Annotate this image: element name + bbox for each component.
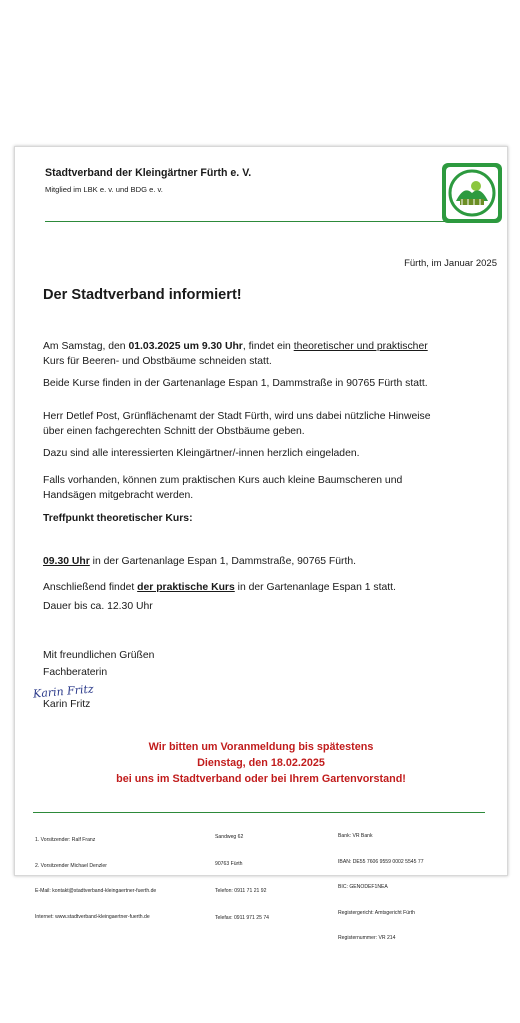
text: Falls vorhanden, können zum praktischen Kurs auch kleine Baumscheren und [43, 475, 403, 486]
footer-text: 90763 Fürth [215, 861, 243, 867]
paragraph-course-announcement [43, 339, 495, 369]
duration: Dauer bis ca. 12.30 Uhr [43, 601, 153, 612]
signer-role: Fachberaterin [43, 667, 108, 678]
paragraph-invitation: Dazu sind alle interessierten Kleingärtner/-innen herzlich eingeladen. [43, 448, 360, 459]
paragraph-instructor [43, 409, 495, 439]
footer-text: Sandweg 62 [215, 834, 244, 840]
meeting-details [43, 554, 495, 569]
footer-divider [33, 812, 485, 813]
greeting: Mit freundlichen Grüßen [43, 650, 155, 661]
text: Anschließend findet [43, 582, 138, 593]
notice-line-1: Wir bitten um Voranmeldung bis spätestens [148, 741, 374, 753]
paragraph-tools [43, 473, 495, 503]
signer-name: Karin Fritz [43, 699, 91, 710]
course-date: 01.03.2025 um 9.30 Uhr [128, 341, 243, 352]
footer-text: Registergericht: Amtsgericht Fürth [338, 909, 416, 916]
text: , findet ein [242, 341, 294, 352]
practical-course-line [43, 580, 495, 595]
footer-phone: Telefon: 0911 71 21 92 [215, 888, 267, 894]
membership-line: Mitglied im LBK e. v. und BDG e. v. [45, 185, 163, 194]
paragraph-location: Beide Kurse finden in der Gartenanlage Espan 1, Dammstraße in 90765 Fürth statt. [43, 378, 428, 389]
notice-line-3: bei uns im Stadtverband oder bei Ihrem Gartenvorstand! [116, 773, 406, 785]
meeting-heading: Treffpunkt theoretischer Kurs: [43, 513, 193, 524]
footer-bank [338, 815, 424, 960]
meeting-time: 09.30 Uhr [43, 556, 90, 567]
text: in der Gartenanlage Espan 1, Dammstraße, 90765 Fürth. [89, 556, 357, 567]
footer-iban: IBAN: DE55 7606 9559 0002 5545 77 [338, 858, 424, 865]
practical-course: der praktische Kurs [137, 582, 235, 593]
footer-email: E-Mail: kontakt@stadtverband-kleingaertner-fuerth.de [35, 888, 157, 894]
notice-deadline: Dienstag, den 18.02.2025 [197, 757, 325, 769]
text: Kurs für Beeren- und Obstbäume schneiden statt. [43, 356, 272, 367]
text: Am Samstag, den [43, 341, 129, 352]
footer-website: Internet: www.stadtverband-kleingaertner-fuerth.de [35, 913, 150, 920]
text: Herr Detlef Post, Grünflächenamt der Stadt Fürth, wird uns dabei nützliche Hinweise [43, 411, 431, 422]
course-type: theoretischer und praktischer [293, 341, 428, 352]
headline: Der Stadtverband informiert! [43, 287, 242, 303]
organization-name: Stadtverband der Kleingärtner Fürth e. V. [45, 167, 252, 179]
footer-text: 2. Vorsitzender Michael Denzler [35, 862, 107, 869]
footer-text: Registernummer: VR 214 [338, 935, 396, 941]
footer-address [215, 815, 269, 941]
club-logo [442, 163, 502, 223]
footer-text: Bank: VR Bank [338, 833, 373, 839]
text: über einen fachgerechten Schnitt der Obstbäume geben. [43, 426, 305, 437]
footer-text: 1. Vorsitzender: Ralf Franz [35, 837, 96, 843]
handwritten-signature: Karin Fritz [32, 682, 95, 701]
footer-bic: BIC: GENODEF1NEA [338, 884, 388, 890]
text: in der Gartenanlage Espan 1 statt. [234, 582, 396, 593]
footer-fax: Telefax: 0911 971 25 74 [215, 915, 269, 921]
place-date: Fürth, im Januar 2025 [404, 258, 497, 269]
header-divider [45, 221, 445, 222]
footer-contacts [35, 819, 156, 938]
text: Handsägen mitgebracht werden. [43, 490, 194, 501]
letter-page [14, 146, 508, 941]
